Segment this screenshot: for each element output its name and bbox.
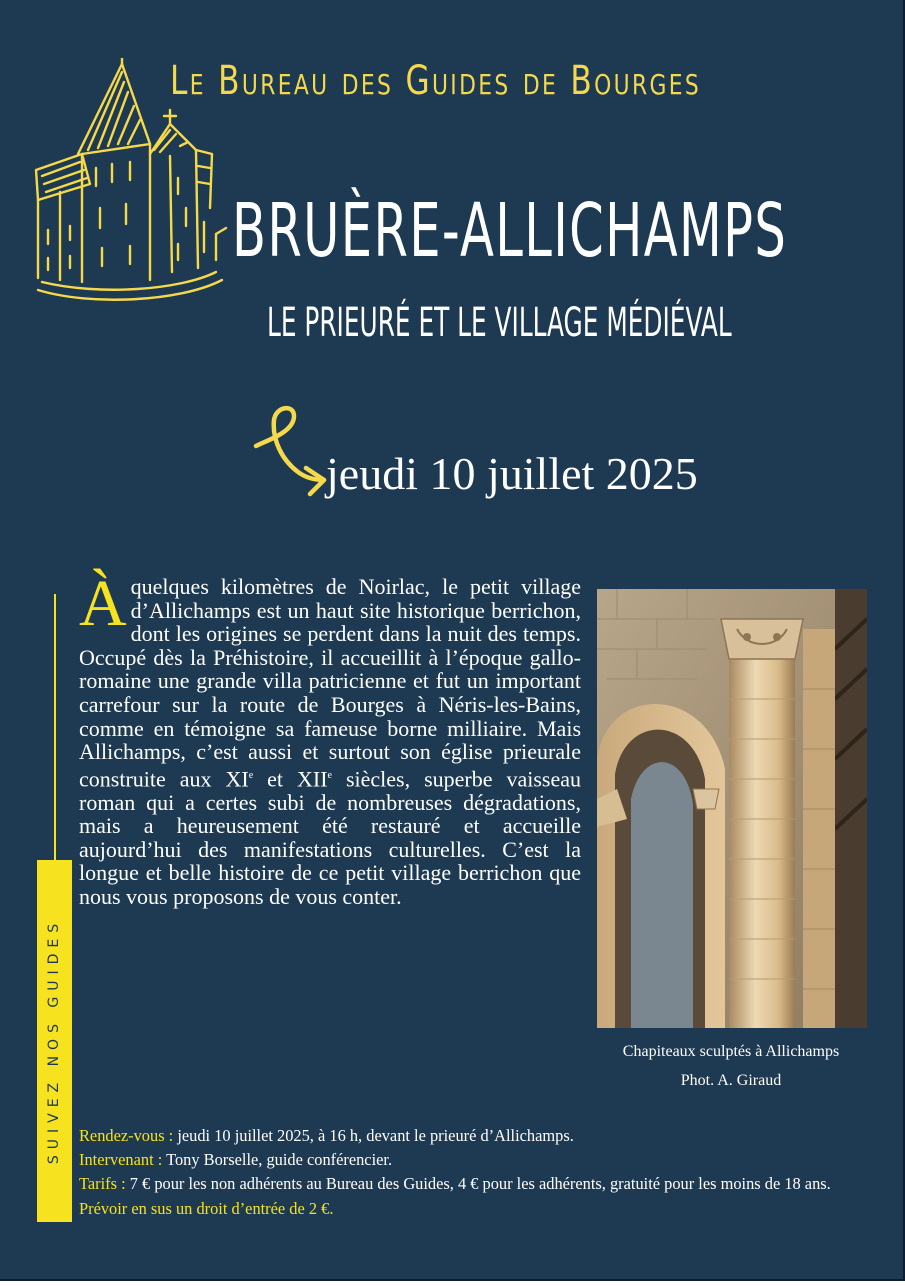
century-suffix-2: e — [327, 769, 332, 781]
photo-credit: Phot. A. Giraud — [680, 1072, 782, 1089]
entry-fee-note: Prévoir en sus un droit d’entrée de 2 €. — [79, 1198, 334, 1218]
prices-label: Tarifs : — [79, 1174, 126, 1194]
info-speaker — [79, 1148, 839, 1172]
side-accent-line — [54, 594, 56, 864]
practical-info — [79, 1124, 839, 1221]
organization-title: Le Bureau des Guides de Bourges — [170, 58, 702, 104]
speaker-label: Intervenant : — [79, 1150, 163, 1170]
rendezvous-label: Rendez-vous : — [79, 1126, 174, 1145]
description-text-2: et XII — [253, 766, 328, 792]
church-capitals-photo — [597, 589, 867, 1028]
info-rendezvous — [79, 1124, 839, 1148]
event-date: jeudi 10 juillet 2025 — [326, 448, 698, 499]
info-prices — [79, 1172, 839, 1220]
description-text-3: siècles, superbe vaisseau roman qui a certes subi de nombreuses dégradations, mais a heureusement été restauré et accueille aujourd’hui des manifestations culturelles. C’est la longue et belle histoire de ce petit village berrichon que nous vous proposons de vous conter. — [79, 766, 582, 910]
photo-caption-title: Chapiteaux sculptés à Allichamps — [622, 1043, 840, 1060]
page-subtitle: LE PRIEURÉ ET LE VILLAGE MÉDIÉVAL — [267, 300, 732, 346]
side-band-label: SUIVEZ NOS GUIDES — [46, 917, 62, 1165]
description-paragraph — [79, 567, 582, 910]
century-suffix-1: e — [248, 769, 254, 781]
rendezvous-value: jeudi 10 juillet 2025, à 16 h, devant le prieuré d’Allichamps. — [173, 1126, 574, 1145]
speaker-value: Tony Borselle, guide conférencier. — [162, 1150, 393, 1170]
page-title: BRUÈRE-ALLICHAMPS — [232, 188, 788, 274]
curly-arrow-icon — [250, 402, 330, 500]
description-text-1: quelques kilomètres de Noirlac, le petit village d’Allichamps est un haut site historique berrichon, dont les origines se perdent dans la nuit des temps. Occupé dès la Préhistoire, il accueillit à l’époque gallo-romaine une grande villa patricienne et fut un important carrefour sur la route de Bourges à Néris-les-Bains, comme en témoigne sa fameuse borne milliaire. Mais Allichamps, c’est aussi et surtout son église prieurale construite aux XI — [79, 574, 581, 792]
prices-value: 7 € pour les non adhérents au Bureau des Guides, 4 € pour les adhérents, gratuité pour les moins de 18 ans. — [125, 1174, 831, 1194]
photo-caption — [583, 1037, 879, 1095]
drop-cap: À — [79, 567, 127, 640]
